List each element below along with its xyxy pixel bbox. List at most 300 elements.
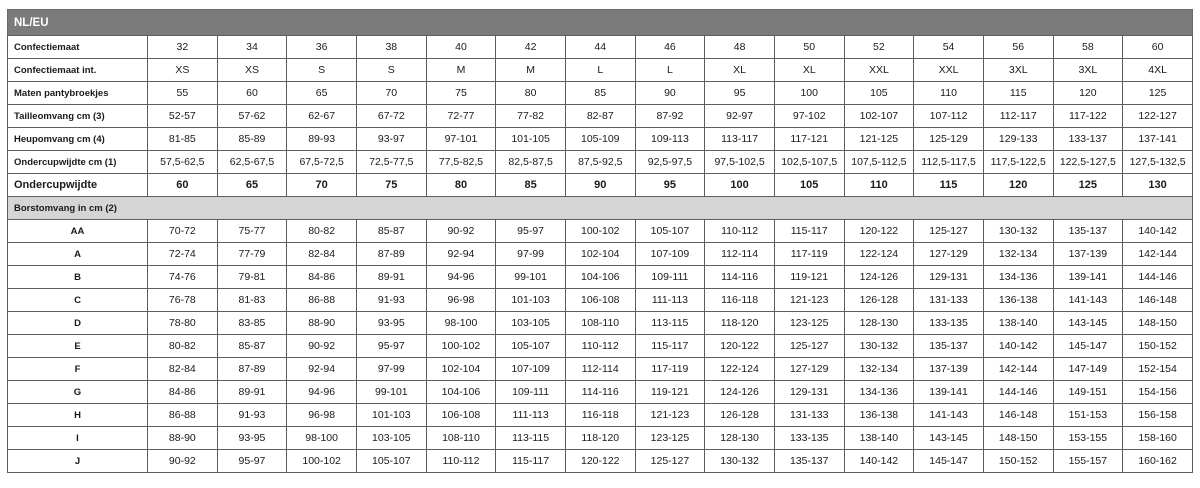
table-cell: 81-85 [148, 128, 218, 151]
table-cell: 108-110 [565, 312, 635, 335]
table-cell: 84-86 [148, 381, 218, 404]
table-cell: 65 [217, 174, 287, 197]
table-row [8, 82, 1193, 105]
table-cell: XL [774, 59, 844, 82]
table-cell: 122-124 [844, 243, 914, 266]
table-cell: 101-103 [496, 289, 566, 312]
table-cell: 126-128 [844, 289, 914, 312]
table-cell: 150-152 [1123, 335, 1193, 358]
table-cell: 143-145 [914, 427, 984, 450]
table-cell: 120 [983, 174, 1053, 197]
table-cell: 104-106 [565, 266, 635, 289]
table-cell: 131-133 [914, 289, 984, 312]
table-cell: 55 [148, 82, 218, 105]
table-cell: 103-105 [496, 312, 566, 335]
table-cell: 129-131 [774, 381, 844, 404]
cup-size-label: F [8, 358, 148, 381]
table-cell: 112,5-117,5 [914, 151, 984, 174]
table-cell: 125-127 [635, 450, 705, 473]
table-cell: 92,5-97,5 [635, 151, 705, 174]
table-row [8, 59, 1193, 82]
table-cell: 148-150 [983, 427, 1053, 450]
row-label: Tailleomvang cm (3) [8, 105, 148, 128]
table-cell: 89-93 [287, 128, 357, 151]
table-cell: 131-133 [774, 404, 844, 427]
table-cell: 77,5-82,5 [426, 151, 496, 174]
table-cell: 139-141 [1053, 266, 1123, 289]
table-cell: 83-85 [217, 312, 287, 335]
table-row [8, 312, 1193, 335]
table-cell: 116-118 [565, 404, 635, 427]
table-cell: 102-107 [844, 105, 914, 128]
table-cell: 120 [1053, 82, 1123, 105]
table-cell: 76-78 [148, 289, 218, 312]
table-cell: 65 [287, 82, 357, 105]
table-cell: 106-108 [426, 404, 496, 427]
table-cell: 139-141 [914, 381, 984, 404]
table-cell: 101-103 [356, 404, 426, 427]
table-cell: 158-160 [1123, 427, 1193, 450]
table-cell: 125-127 [774, 335, 844, 358]
table-cell: 34 [217, 36, 287, 59]
table-cell: 107-112 [914, 105, 984, 128]
table-cell: 142-144 [983, 358, 1053, 381]
table-cell: 3XL [983, 59, 1053, 82]
table-cell: 107-109 [496, 358, 566, 381]
table-cell: 87-89 [356, 243, 426, 266]
table-cell: 86-88 [148, 404, 218, 427]
table-cell: 111-113 [496, 404, 566, 427]
table-cell: 87-89 [217, 358, 287, 381]
table-cell: 95 [635, 174, 705, 197]
table-cell: 56 [983, 36, 1053, 59]
table-cell: 81-83 [217, 289, 287, 312]
table-cell: 85-87 [217, 335, 287, 358]
table-cell: 123-125 [635, 427, 705, 450]
table-cell: XS [217, 59, 287, 82]
table-cell: XL [705, 59, 775, 82]
table-cell: M [496, 59, 566, 82]
table-cell: 105-107 [356, 450, 426, 473]
table-cell: 78-80 [148, 312, 218, 335]
table-cell: 127-129 [774, 358, 844, 381]
table-cell: 105-107 [496, 335, 566, 358]
table-cell: 100-102 [287, 450, 357, 473]
table-cell: 60 [1123, 36, 1193, 59]
table-cell: 147-149 [1053, 358, 1123, 381]
row-label: Heupomvang cm (4) [8, 128, 148, 151]
table-cell: 153-155 [1053, 427, 1123, 450]
table-cell: 97-99 [496, 243, 566, 266]
table-row [8, 358, 1193, 381]
table-cell: 125-127 [914, 220, 984, 243]
table-cell: 100-102 [426, 335, 496, 358]
table-cell: 70 [356, 82, 426, 105]
row-label: Ondercupwijdte cm (1) [8, 151, 148, 174]
table-cell: 151-153 [1053, 404, 1123, 427]
table-cell: 46 [635, 36, 705, 59]
table-cell: 105 [844, 82, 914, 105]
table-cell: 109-111 [496, 381, 566, 404]
table-cell: 130-132 [983, 220, 1053, 243]
table-cell: 120-122 [705, 335, 775, 358]
row-label: Maten pantybroekjes [8, 82, 148, 105]
table-cell: 52 [844, 36, 914, 59]
table-cell: 110 [844, 174, 914, 197]
table-cell: 74-76 [148, 266, 218, 289]
table-cell: 52-57 [148, 105, 218, 128]
table-cell: 134-136 [983, 266, 1053, 289]
table-cell: 122,5-127,5 [1053, 151, 1123, 174]
table-cell: 128-130 [844, 312, 914, 335]
table-cell: 140-142 [983, 335, 1053, 358]
table-cell: 60 [217, 82, 287, 105]
table-cell: 119-121 [774, 266, 844, 289]
table-cell: 115 [983, 82, 1053, 105]
table-cell: 98-100 [287, 427, 357, 450]
table-cell: 80 [426, 174, 496, 197]
table-cell: 144-146 [983, 381, 1053, 404]
table-cell: 75-77 [217, 220, 287, 243]
table-cell: 95-97 [217, 450, 287, 473]
table-cell: 140-142 [844, 450, 914, 473]
table-cell: 97-99 [356, 358, 426, 381]
table-row [8, 220, 1193, 243]
table-cell: 105-107 [635, 220, 705, 243]
table-cell: 146-148 [983, 404, 1053, 427]
table-cell: 115-117 [635, 335, 705, 358]
table-cell: 140-142 [1123, 220, 1193, 243]
table-cell: 113-115 [496, 427, 566, 450]
cup-size-label: J [8, 450, 148, 473]
table-cell: 85-87 [356, 220, 426, 243]
table-cell: 50 [774, 36, 844, 59]
table-cell: 60 [148, 174, 218, 197]
table-cell: S [287, 59, 357, 82]
table-cell: 133-135 [774, 427, 844, 450]
table-cell: 88-90 [287, 312, 357, 335]
table-cell: 130-132 [705, 450, 775, 473]
table-cell: 117-119 [635, 358, 705, 381]
table-cell: 127-129 [914, 243, 984, 266]
table-cell: 72-74 [148, 243, 218, 266]
table-cell: 133-137 [1053, 128, 1123, 151]
table-cell: 130 [1123, 174, 1193, 197]
table-cell: 129-131 [914, 266, 984, 289]
table-cell: 117-119 [774, 243, 844, 266]
table-cell: 70 [287, 174, 357, 197]
table-cell: 125-129 [914, 128, 984, 151]
table-cell: 108-110 [426, 427, 496, 450]
table-cell: 109-111 [635, 266, 705, 289]
table-cell: 72,5-77,5 [356, 151, 426, 174]
table-cell: 145-147 [1053, 335, 1123, 358]
table-cell: 118-120 [565, 427, 635, 450]
table-cell: 112-114 [565, 358, 635, 381]
table-cell: 110-112 [565, 335, 635, 358]
table-cell: 57-62 [217, 105, 287, 128]
table-row [8, 128, 1193, 151]
table-cell: 89-91 [356, 266, 426, 289]
table-cell: 134-136 [844, 381, 914, 404]
table-row [8, 174, 1193, 197]
table-cell: 152-154 [1123, 358, 1193, 381]
table-cell: 149-151 [1053, 381, 1123, 404]
table-cell: 117-122 [1053, 105, 1123, 128]
table-cell: 105-109 [565, 128, 635, 151]
table-cell: 94-96 [287, 381, 357, 404]
table-cell: 95 [705, 82, 775, 105]
table-cell: 32 [148, 36, 218, 59]
table-cell: M [426, 59, 496, 82]
cup-size-label: C [8, 289, 148, 312]
table-cell: XS [148, 59, 218, 82]
table-cell: 79-81 [217, 266, 287, 289]
table-cell: 110-112 [705, 220, 775, 243]
table-cell: 135-137 [914, 335, 984, 358]
table-cell: 93-95 [356, 312, 426, 335]
table-cell: 90-92 [426, 220, 496, 243]
table-cell: 90 [565, 174, 635, 197]
table-cell: 119-121 [635, 381, 705, 404]
table-cell: 38 [356, 36, 426, 59]
table-cell: 141-143 [1053, 289, 1123, 312]
table-row [8, 335, 1193, 358]
table-cell: 160-162 [1123, 450, 1193, 473]
table-cell: 114-116 [705, 266, 775, 289]
table-cell: 123-125 [774, 312, 844, 335]
table-cell: 62-67 [287, 105, 357, 128]
table-cell: 126-128 [705, 404, 775, 427]
table-cell: 124-126 [844, 266, 914, 289]
table-cell: 92-94 [287, 358, 357, 381]
table-cell: 127,5-132,5 [1123, 151, 1193, 174]
table-cell: 116-118 [705, 289, 775, 312]
table-cell: 82-87 [565, 105, 635, 128]
table-cell: 110 [914, 82, 984, 105]
table-cell: S [356, 59, 426, 82]
table-cell: 144-146 [1123, 266, 1193, 289]
table-cell: 145-147 [914, 450, 984, 473]
table-cell: 122-127 [1123, 105, 1193, 128]
table-cell: 112-117 [983, 105, 1053, 128]
table-cell: 44 [565, 36, 635, 59]
cup-size-label: D [8, 312, 148, 335]
table-cell: 85-89 [217, 128, 287, 151]
table-cell: 87-92 [635, 105, 705, 128]
table-cell: 82,5-87,5 [496, 151, 566, 174]
row-label: Confectiemaat [8, 36, 148, 59]
table-cell: 117-121 [774, 128, 844, 151]
table-cell: 89-91 [217, 381, 287, 404]
cup-size-label: E [8, 335, 148, 358]
table-cell: 97-102 [774, 105, 844, 128]
table-cell: 67-72 [356, 105, 426, 128]
table-cell: 42 [496, 36, 566, 59]
cup-size-label: G [8, 381, 148, 404]
row-label: Ondercupwijdte [8, 174, 148, 197]
chart-title: NL/EU [7, 9, 1193, 35]
table-cell: 85 [496, 174, 566, 197]
table-cell: 36 [287, 36, 357, 59]
table-cell: XXL [844, 59, 914, 82]
table-cell: 82-84 [148, 358, 218, 381]
cup-size-label: H [8, 404, 148, 427]
table-cell: 92-97 [705, 105, 775, 128]
cup-size-label: AA [8, 220, 148, 243]
table-row [8, 450, 1193, 473]
table-cell: 95-97 [356, 335, 426, 358]
cup-size-label: A [8, 243, 148, 266]
table-cell: 94-96 [426, 266, 496, 289]
table-row [8, 289, 1193, 312]
table-cell: 90-92 [148, 450, 218, 473]
section-title: Borstomvang in cm (2) [8, 197, 1193, 220]
table-cell: 54 [914, 36, 984, 59]
table-cell: 109-113 [635, 128, 705, 151]
row-label: Confectiemaat int. [8, 59, 148, 82]
table-row [8, 151, 1193, 174]
table-cell: 75 [356, 174, 426, 197]
table-cell: 88-90 [148, 427, 218, 450]
table-cell: 125 [1053, 174, 1123, 197]
table-cell: 99-101 [356, 381, 426, 404]
table-cell: 137-141 [1123, 128, 1193, 151]
table-cell: 77-82 [496, 105, 566, 128]
table-cell: 72-77 [426, 105, 496, 128]
table-cell: 143-145 [1053, 312, 1123, 335]
table-cell: 3XL [1053, 59, 1123, 82]
table-cell: 105 [774, 174, 844, 197]
table-cell: 95-97 [496, 220, 566, 243]
table-cell: 80-82 [148, 335, 218, 358]
table-cell: L [635, 59, 705, 82]
table-cell: 80-82 [287, 220, 357, 243]
table-cell: 113-117 [705, 128, 775, 151]
table-cell: 121-125 [844, 128, 914, 151]
table-cell: 70-72 [148, 220, 218, 243]
table-cell: 155-157 [1053, 450, 1123, 473]
table-cell: 58 [1053, 36, 1123, 59]
table-cell: 101-105 [496, 128, 566, 151]
table-row [8, 266, 1193, 289]
table-cell: XXL [914, 59, 984, 82]
table-cell: 136-138 [844, 404, 914, 427]
table-cell: 121-123 [635, 404, 705, 427]
table-cell: 115-117 [496, 450, 566, 473]
table-cell: 129-133 [983, 128, 1053, 151]
table-cell: 62,5-67,5 [217, 151, 287, 174]
table-cell: 133-135 [914, 312, 984, 335]
table-cell: 82-84 [287, 243, 357, 266]
table-cell: 112-114 [705, 243, 775, 266]
table-row [8, 243, 1193, 266]
table-cell: 93-97 [356, 128, 426, 151]
table-cell: 100 [705, 174, 775, 197]
table-cell: 97,5-102,5 [705, 151, 775, 174]
table-cell: 138-140 [983, 312, 1053, 335]
table-cell: 124-126 [705, 381, 775, 404]
table-cell: 106-108 [565, 289, 635, 312]
table-cell: 135-137 [774, 450, 844, 473]
table-cell: 91-93 [217, 404, 287, 427]
table-cell: 113-115 [635, 312, 705, 335]
table-cell: 120-122 [565, 450, 635, 473]
table-cell: 77-79 [217, 243, 287, 266]
table-cell: 156-158 [1123, 404, 1193, 427]
table-cell: 90 [635, 82, 705, 105]
table-cell: 102-104 [565, 243, 635, 266]
table-row [8, 105, 1193, 128]
table-cell: 102-104 [426, 358, 496, 381]
size-chart [7, 9, 1193, 473]
table-cell: 102,5-107,5 [774, 151, 844, 174]
table-cell: 135-137 [1053, 220, 1123, 243]
table-cell: 75 [426, 82, 496, 105]
table-cell: 154-156 [1123, 381, 1193, 404]
table-cell: 40 [426, 36, 496, 59]
table-cell: 114-116 [565, 381, 635, 404]
table-cell: 103-105 [356, 427, 426, 450]
table-cell: 150-152 [983, 450, 1053, 473]
table-cell: 86-88 [287, 289, 357, 312]
table-cell: 107-109 [635, 243, 705, 266]
table-cell: 136-138 [983, 289, 1053, 312]
table-cell: 92-94 [426, 243, 496, 266]
table-cell: 107,5-112,5 [844, 151, 914, 174]
table-cell: 91-93 [356, 289, 426, 312]
table-cell: 148-150 [1123, 312, 1193, 335]
table-row [8, 36, 1193, 59]
size-table [7, 35, 1193, 473]
table-row [8, 381, 1193, 404]
table-cell: 87,5-92,5 [565, 151, 635, 174]
cup-size-label: I [8, 427, 148, 450]
table-cell: 141-143 [914, 404, 984, 427]
table-cell: 67,5-72,5 [287, 151, 357, 174]
table-row [8, 427, 1193, 450]
table-cell: 122-124 [705, 358, 775, 381]
table-cell: 96-98 [426, 289, 496, 312]
table-cell: 93-95 [217, 427, 287, 450]
table-cell: 125 [1123, 82, 1193, 105]
table-cell: 96-98 [287, 404, 357, 427]
table-cell: 142-144 [1123, 243, 1193, 266]
table-cell: 100 [774, 82, 844, 105]
table-cell: 80 [496, 82, 566, 105]
table-cell: 85 [565, 82, 635, 105]
table-cell: 97-101 [426, 128, 496, 151]
table-cell: 4XL [1123, 59, 1193, 82]
table-cell: 111-113 [635, 289, 705, 312]
table-cell: 115 [914, 174, 984, 197]
table-cell: L [565, 59, 635, 82]
table-cell: 137-139 [914, 358, 984, 381]
table-cell: 84-86 [287, 266, 357, 289]
table-cell: 57,5-62,5 [148, 151, 218, 174]
table-cell: 117,5-122,5 [983, 151, 1053, 174]
table-cell: 138-140 [844, 427, 914, 450]
table-cell: 128-130 [705, 427, 775, 450]
table-cell: 48 [705, 36, 775, 59]
table-cell: 110-112 [426, 450, 496, 473]
table-cell: 99-101 [496, 266, 566, 289]
table-cell: 98-100 [426, 312, 496, 335]
table-cell: 115-117 [774, 220, 844, 243]
table-cell: 104-106 [426, 381, 496, 404]
table-cell: 120-122 [844, 220, 914, 243]
table-row [8, 404, 1193, 427]
